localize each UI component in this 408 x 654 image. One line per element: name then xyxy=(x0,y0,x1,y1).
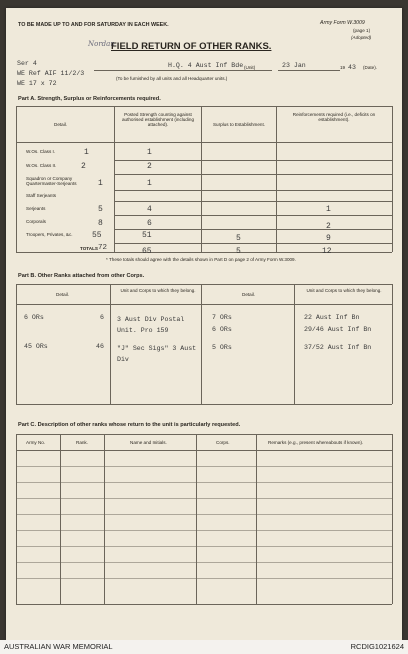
row-we: 55 xyxy=(92,231,102,240)
part-a-col-reinf: Reinforcements required (i.e., deficits on establishment). xyxy=(292,112,376,122)
attached-number: 6 xyxy=(100,314,104,321)
we-number: WE 17 x 72 xyxy=(17,80,57,87)
part-c-col-remarks: Remarks (e.g., present whereabouts if known). xyxy=(268,440,364,445)
row-we: 8 xyxy=(98,219,103,228)
part-a-col-detail: Detail. xyxy=(54,122,68,127)
we-ref: WE Ref AIF 11/2/3 xyxy=(17,70,85,77)
row-we: 1 xyxy=(98,179,103,188)
part-c-heading: Part C. Description of other ranks whose return to the unit is particularly requested. xyxy=(18,422,241,428)
row-posted: 1 xyxy=(147,148,152,157)
row-label: Corporals xyxy=(26,219,46,224)
part-b-col-detail: Detail. xyxy=(56,292,70,297)
row-posted: 4 xyxy=(147,205,152,214)
row-reinf: 1 xyxy=(326,205,331,214)
attached-number: 46 xyxy=(96,343,104,350)
attached-detail-right: 6 ORs xyxy=(212,326,232,333)
unit-label: (Unit) xyxy=(244,65,256,70)
part-a-footnote: * These totals should agree with the details shown in Part D on page 2 of Army Form W.3009. xyxy=(106,257,296,262)
handwritten-annotation: Nordan xyxy=(88,40,115,48)
attached-detail-right: 5 ORs xyxy=(212,344,232,351)
total-we: 72 xyxy=(98,244,108,252)
attached-unit: "J" Sec Sigs" 3 Aust Div xyxy=(117,345,197,363)
part-c-col-rank: Rank. xyxy=(76,440,89,445)
date-value: 23 Jan xyxy=(282,62,306,69)
row-label: W.Os. Class II. xyxy=(26,163,57,168)
row-posted: 51 xyxy=(142,231,152,240)
year-value: 43 xyxy=(348,64,356,71)
attached-detail-right: 7 ORs xyxy=(212,314,232,321)
row-label: Troopers, Privates, &c. xyxy=(26,232,73,237)
date-label: (Date). xyxy=(363,65,378,70)
part-a-heading: Part A. Strength, Surplus or Reinforcements required. xyxy=(18,96,161,102)
row-posted: 2 xyxy=(147,162,152,171)
form-page xyxy=(6,8,402,640)
part-b-col-detail-2: Detail. xyxy=(242,292,256,297)
total-posted: 65 xyxy=(142,247,152,256)
row-surplus: 5 xyxy=(236,234,241,243)
unit-value: H.Q. 4 Aust Inf Bde xyxy=(168,62,244,69)
attached-detail: 6 ORs xyxy=(24,314,44,321)
attached-detail: 45 ORs xyxy=(24,343,48,350)
part-b-col-unit: Unit and Corps to which they belong. xyxy=(120,288,196,293)
part-c-col-corps: Corps. xyxy=(216,440,230,445)
part-a-col-posted: Posted Strength counting against authorised establishment (including attached). xyxy=(121,112,194,127)
row-reinf: 9 xyxy=(326,234,331,243)
adopted-label: (Adopted) xyxy=(351,35,372,40)
footer-source: AUSTRALIAN WAR MEMORIAL xyxy=(4,642,113,651)
total-reinf: 12 xyxy=(322,247,332,256)
ser-number: Ser 4 xyxy=(17,60,37,67)
page-label: (page 1) xyxy=(353,28,371,33)
row-we: 1 xyxy=(84,148,89,157)
furnish-note: (To be furnished by all units and all Headquarter units.) xyxy=(116,76,228,81)
totals-label: TOTALS xyxy=(80,246,98,251)
footer-record-id: RCDIG1021624 xyxy=(350,642,404,651)
part-c-col-army-no: Army No. xyxy=(26,440,46,445)
attached-unit-right: 29/46 Aust Inf Bn xyxy=(304,326,372,333)
row-label: Serjeants xyxy=(26,206,46,211)
attached-unit: 3 Aust Div Postal Unit. Pro 159 xyxy=(117,316,185,334)
archive-footer xyxy=(0,640,408,654)
row-posted: 6 xyxy=(147,219,152,228)
top-note: TO BE MADE UP TO AND FOR SATURDAY IN EACH WEEK. xyxy=(18,22,169,28)
row-posted: 1 xyxy=(147,179,152,188)
year-prefix: 19 xyxy=(340,65,346,70)
row-we: 2 xyxy=(81,162,86,171)
row-we: 5 xyxy=(98,205,103,214)
row-label: Squadron or Company Quartermaster-Serjeants xyxy=(26,176,77,186)
row-reinf: 2 xyxy=(326,222,331,231)
part-a-col-surplus: Surplus to Establishment. xyxy=(212,122,266,127)
total-surplus: 5 xyxy=(236,247,241,256)
part-b-col-unit-2: Unit and Corps to which they belong. xyxy=(306,288,382,293)
attached-unit-right: 22 Aust Inf Bn xyxy=(304,314,360,321)
row-label: W.Os. Class I. xyxy=(26,149,56,154)
row-label: Staff Serjeants xyxy=(26,193,57,198)
part-b-heading: Part B. Other Ranks attached from other Corps. xyxy=(18,273,145,279)
part-c-col-name: Name and Initials. xyxy=(130,440,167,445)
attached-unit-right: 37/52 Aust Inf Bn xyxy=(304,344,372,351)
form-title: FIELD RETURN OF OTHER RANKS. xyxy=(111,41,272,52)
army-form-label: Army Form W.3009 xyxy=(320,20,365,26)
